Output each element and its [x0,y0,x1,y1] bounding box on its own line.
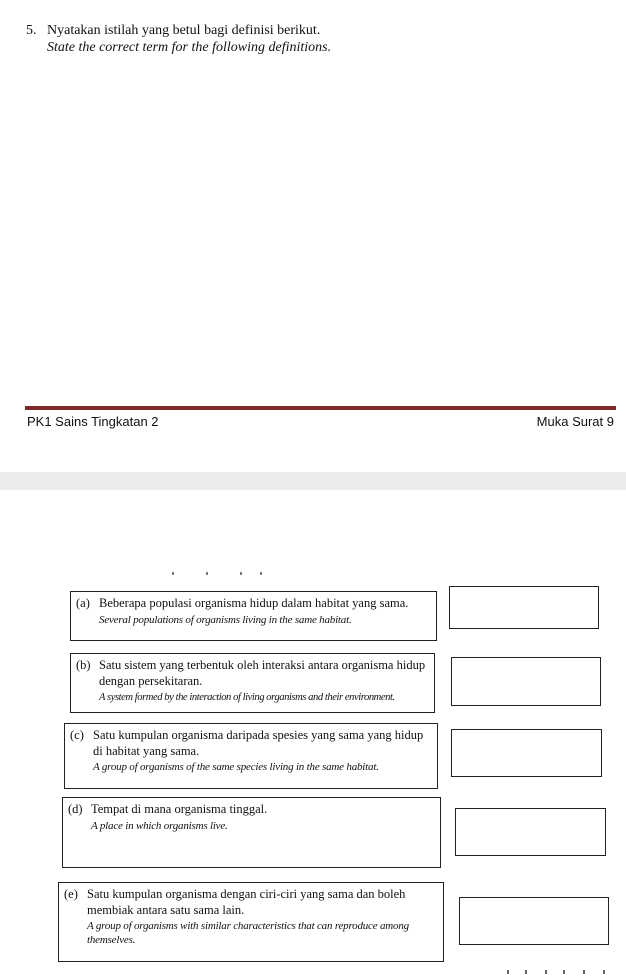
definition-text-english: A group of organisms with similar characteristics that can reproduce among themselves. [87,920,409,946]
answer-box-a[interactable] [449,586,599,629]
definition-box-c [64,723,438,789]
question-title-english: State the correct term for the following definitions. [47,40,332,55]
scan-artifact-marks-bottom [505,970,615,976]
definition-text-malay: Tempat di mana organisma tinggal. [91,802,268,816]
definition-text-malay: Satu kumpulan organisma daripada spesies yang sama yang hidup di habitat yang sama. [93,728,424,758]
definition-box-e [58,882,444,962]
definition-box-b [70,653,435,713]
footer-subject: PK1 Sains Tingkatan 2 [27,414,159,429]
definition-text-english: A group of organisms of the same species living in the same habitat. [93,761,379,774]
question-title-malay: Nyatakan istilah yang betul bagi definisi berikut. [47,23,321,38]
answer-box-d[interactable] [455,808,606,856]
definition-text-english: Several populations of organisms living in the same habitat. [99,613,352,626]
definition-box-a [70,591,437,641]
definition-text-english: A system formed by the interaction of living organisms and their environment. [99,692,395,704]
definition-box-d [62,797,441,868]
scan-artifact-marks [168,572,268,576]
definition-label: (d) [68,802,83,816]
answer-box-c[interactable] [451,729,602,777]
definition-text-malay: Beberapa populasi organisma hidup dalam habitat yang sama. [99,596,409,610]
footer-divider [25,406,616,410]
definition-label: (e) [64,887,78,901]
page-separator [0,472,626,490]
definition-text-malay: Satu sistem yang terbentuk oleh interaksi antara organisma hidup dengan persekitaran. [99,658,426,688]
definition-text-malay: Satu kumpulan organisma dengan ciri-ciri yang sama dan boleh membiak antara satu sama lain. [87,887,406,917]
footer-page-number: Muka Surat 9 [536,414,614,429]
answer-box-b[interactable] [451,657,601,706]
definition-label: (a) [76,596,90,610]
definition-text-english: A place in which organisms live. [91,819,228,832]
definition-label: (c) [70,728,84,742]
question-number: 5. [26,23,37,38]
definition-label: (b) [76,658,91,672]
answer-box-e[interactable] [459,897,609,945]
